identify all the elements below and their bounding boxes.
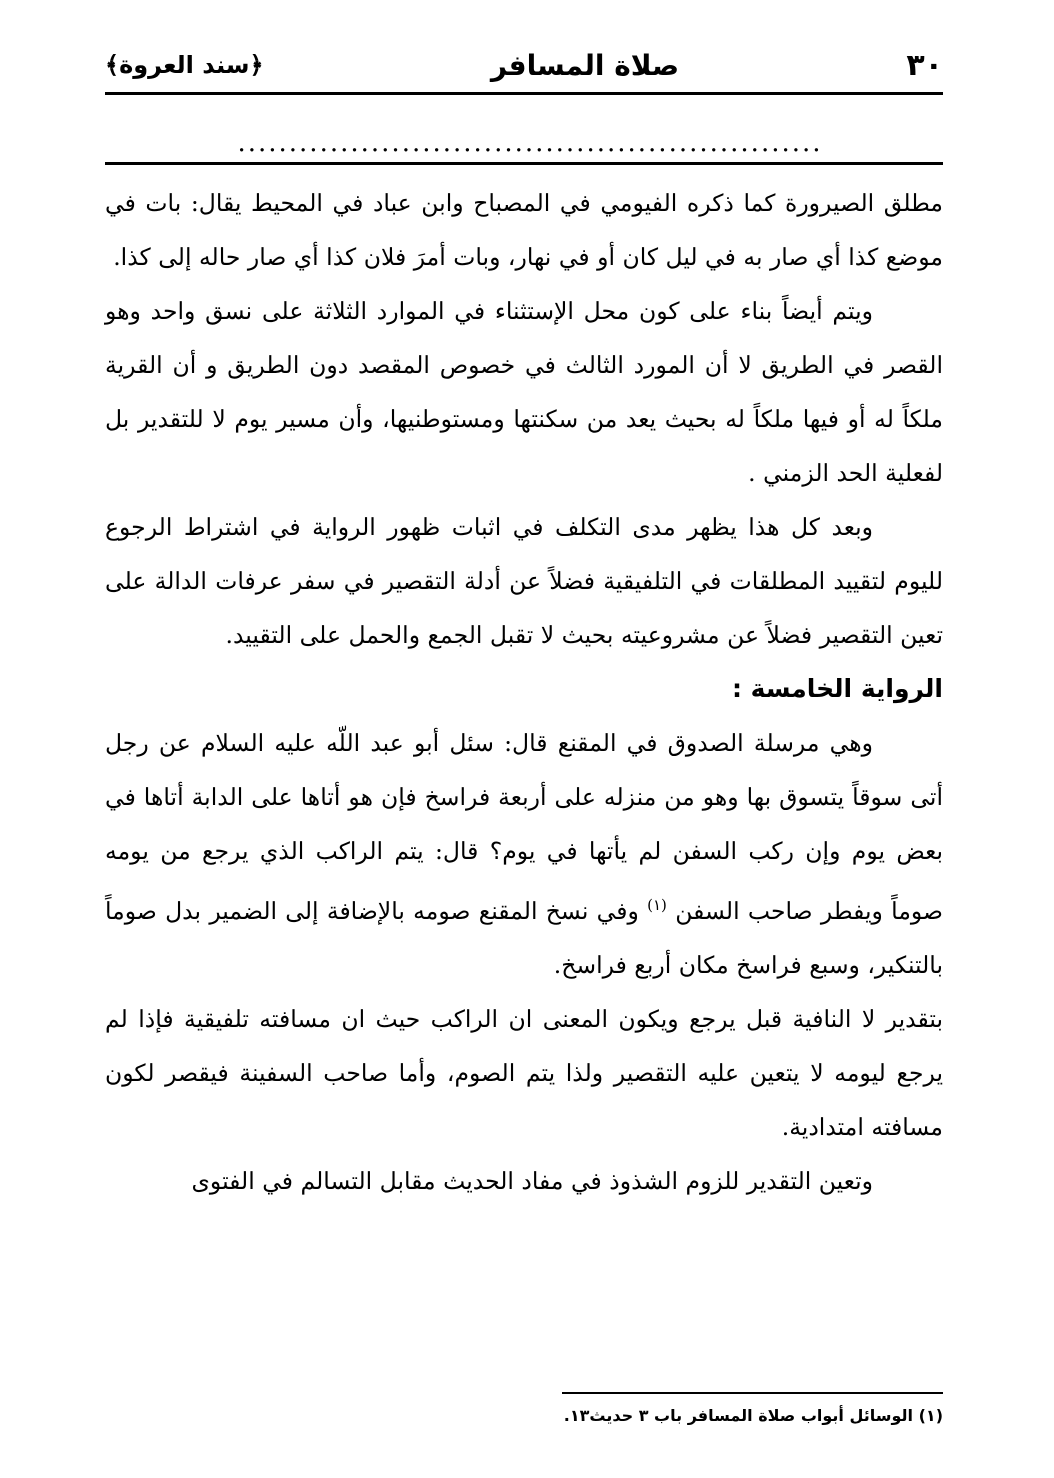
body-top-rule [105,162,943,165]
footnote-reference: (١) [647,896,667,914]
running-head [105,40,943,90]
footnote-rule [562,1392,943,1394]
paragraph: بتقدير لا النافية قبل يرجع ويكون المعنى ان الراكب حيث ان مسافته تلفيقية فإذا لم يرجع ليومه لا يتعين عليه التقصير ولذا يتم الصوم، وأما صاحب السفينة فيقصر لكون مسافته امتدادية. [105,1004,943,1141]
footnote: (١) الوسائل أبواب صلاة المسافر باب ٣ حديث١٣. [563,1406,943,1425]
section-heading: الرواية الخامسة : [731,674,943,703]
paragraph: مطلق الصيرورة كما ذكره الفيومي في المصباح وابن عباد في المحيط يقال: بات في موضع كذا أي صار به في ليل كان أو في نهار، وبات أمرَ فلان كذا أي صار حاله إلى كذا. [105,189,943,271]
paragraph-text: وهي مرسلة الصدوق في المقنع قال: سئل أبو عبد اللّه عليه السلام عن رجل أتى سوقاً يتسوق بها وهو من منزله على أربعة فراسخ فإن هو أتاها على الدابة أتاها في بعض يوم وإن ركب السفن لم يأتها في يوم؟ قال: يتم الراكب الذي يرجع من يومه صوماً ويفطر صاحب السفن [105,729,943,925]
page-number: ٣٠ [906,47,943,83]
header-rule [105,92,943,95]
ellipsis-separator: ......................................................... [237,128,823,158]
chapter-title: صلاة المسافر [490,48,680,82]
paragraph: وتعين التقدير للزوم الشذوذ في مفاد الحديث مقابل التسالم في الفتوى [191,1166,873,1195]
paragraph [105,716,943,992]
paragraph: وبعد كل هذا يظهر مدى التكلف في اثبات ظهور الرواية في اشتراط الرجوع لليوم لتقييد المطلقات في التلفيقية فضلاً عن أدلة التقصير في سفر عرفات الدالة على تعين التقصير فضلاً عن مشروعيته بحيث لا تقبل الجمع والحمل على التقييد. [105,513,943,649]
paragraph-text: وفي نسخ المقنع صومه بالإضافة إلى الضمير بدل صوماً بالتنكير، وسبع فراسخ مكان أربع فراسخ. [105,896,943,979]
book-title: ﴿سند العروة﴾ [105,51,264,79]
body-text [105,176,943,1208]
paragraph: ويتم أيضاً بناء على كون محل الإستثناء في الموارد الثلاثة على نسق واحد وهو القصر في الطريق لا أن المورد الثالث في خصوص المقصد دون الطريق و أن القرية ملكاً له أو فيها ملكاً له بحيث يعد من سكنتها ومستوطنيها، وأن مسير يوم لا للتقدير بل لفعلية الحد الزمني . [105,297,943,487]
